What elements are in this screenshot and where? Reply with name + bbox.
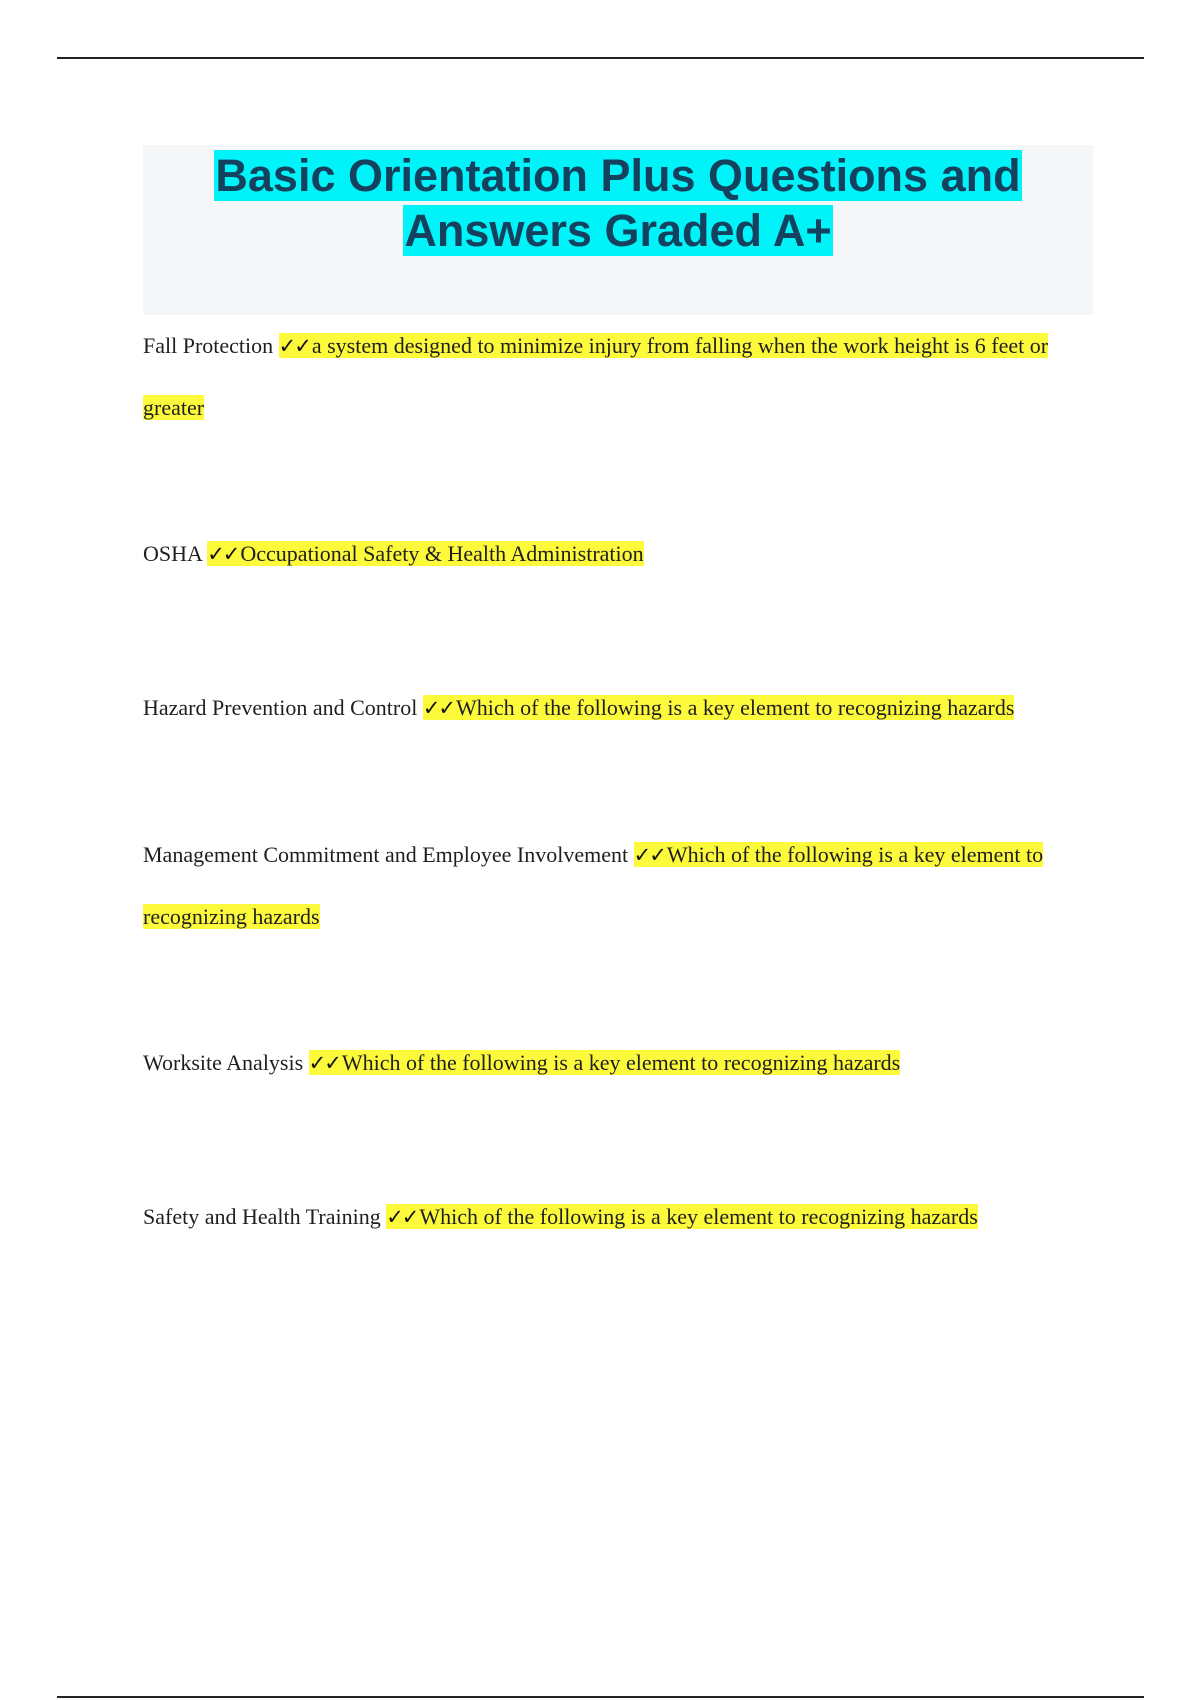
- qa-answer: a system designed to minimize injury from falling when the work height is 6 feet or greater: [143, 333, 1049, 420]
- qa-entry-hazard-prevention: [143, 677, 1093, 739]
- qa-term: Fall Protection: [143, 333, 274, 358]
- document-title-text: Basic Orientation Plus Questions and Answers Graded A+: [215, 150, 1021, 256]
- qa-term: Safety and Health Training: [143, 1204, 381, 1229]
- qa-term: Worksite Analysis: [143, 1050, 304, 1075]
- double-check-icon: ✓✓: [386, 1205, 418, 1229]
- qa-term: OSHA: [143, 541, 202, 566]
- qa-answer-highlight: [423, 695, 1015, 720]
- qa-answer-highlight: [207, 541, 643, 566]
- qa-answer: Occupational Safety & Health Administration: [240, 541, 644, 566]
- qa-entry-osha: [143, 523, 1093, 585]
- qa-entry-safety-training: [143, 1186, 1093, 1248]
- double-check-icon: ✓✓: [278, 334, 310, 358]
- qa-answer-highlight: [143, 333, 1048, 420]
- title-block: [143, 145, 1093, 315]
- qa-entry-management-commitment: [143, 824, 1093, 947]
- qa-answer-highlight: [386, 1204, 978, 1229]
- double-check-icon: ✓✓: [633, 843, 665, 867]
- qa-term: Hazard Prevention and Control: [143, 695, 418, 720]
- double-check-icon: ✓✓: [207, 542, 239, 566]
- qa-answer: Which of the following is a key element to recognizing hazards: [143, 842, 1044, 929]
- qa-list: [143, 315, 1093, 1248]
- double-check-icon: ✓✓: [422, 696, 455, 720]
- document-body: [143, 145, 1093, 1248]
- footer-rule: [57, 1696, 1144, 1698]
- qa-answer: Which of the following is a key element to recognizing hazards: [419, 1204, 978, 1229]
- document-title: [143, 146, 1093, 258]
- qa-entry-worksite-analysis: [143, 1032, 1093, 1094]
- double-check-icon: ✓✓: [308, 1051, 340, 1075]
- header-rule: [57, 57, 1144, 59]
- qa-term: Management Commitment and Employee Involvement: [143, 842, 629, 867]
- qa-answer-highlight: [309, 1050, 901, 1075]
- qa-entry-fall-protection: [143, 315, 1093, 438]
- qa-answer: Which of the following is a key element to recognizing hazards: [341, 1050, 901, 1075]
- qa-answer: Which of the following is a key element to recognizing hazards: [456, 695, 1015, 720]
